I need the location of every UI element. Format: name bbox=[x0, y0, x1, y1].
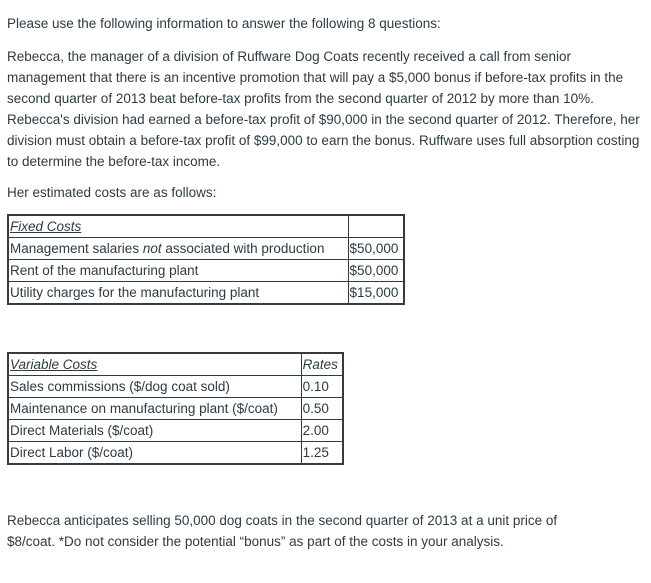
variable-cost-label: Maintenance on manufacturing plant ($/coat) bbox=[8, 398, 301, 420]
table-row bbox=[8, 376, 343, 398]
table-row bbox=[8, 238, 404, 260]
variable-cost-label: Direct Labor ($/coat) bbox=[8, 442, 301, 465]
table-row bbox=[8, 442, 343, 465]
fixed-cost-value: $50,000 bbox=[348, 260, 404, 282]
label-part: Management salaries bbox=[10, 241, 143, 256]
rates-header: Rates bbox=[301, 353, 343, 376]
table-row bbox=[8, 260, 404, 282]
fixed-cost-label: Utility charges for the manufacturing plant bbox=[8, 282, 348, 305]
table-row bbox=[8, 398, 343, 420]
fixed-cost-value: $15,000 bbox=[348, 282, 404, 305]
variable-cost-label: Direct Materials ($/coat) bbox=[8, 420, 301, 442]
variable-cost-rate: 0.50 bbox=[301, 398, 343, 420]
costs-intro-text: Her estimated costs are as follows: bbox=[7, 185, 217, 200]
fixed-cost-label bbox=[8, 238, 348, 260]
table-row bbox=[8, 420, 343, 442]
intro-text: Please use the following information to answer the following 8 questions: bbox=[7, 16, 441, 31]
label-part: associated with production bbox=[161, 241, 325, 256]
fixed-cost-value: $50,000 bbox=[348, 238, 404, 260]
table-row bbox=[8, 282, 404, 305]
fixed-costs-header-value bbox=[348, 215, 404, 238]
fixed-costs-header: Fixed Costs bbox=[8, 215, 348, 238]
fixed-cost-label: Rent of the manufacturing plant bbox=[8, 260, 348, 282]
table-row bbox=[8, 215, 404, 238]
fixed-costs-table bbox=[7, 214, 405, 305]
label-emphasis: not bbox=[142, 241, 162, 256]
variable-cost-rate: 1.25 bbox=[301, 442, 343, 465]
variable-costs-header: Variable Costs bbox=[8, 353, 301, 376]
scenario-paragraph: Rebecca, the manager of a division of Ruffware Dog Coats recently received a call from senior management that there is an incentive promotion that will pay a $5,000 bonus if before-tax profits in the second quarter of 2013 beat before-tax profits from the second quarter of 2012 by more than 10%. Rebecca's division had earned a before-tax profit of $90,000 in the second quarter of 2012. Therefore, her division must obtain a before-tax profit of $99,000 to earn the bonus. Ruffware uses full absorption costing to determine the before-tax income. bbox=[7, 49, 640, 169]
variable-costs-table bbox=[7, 352, 344, 465]
variable-cost-rate: 2.00 bbox=[301, 420, 343, 442]
variable-cost-label: Sales commissions ($/dog coat sold) bbox=[8, 376, 301, 398]
variable-cost-rate: 0.10 bbox=[301, 376, 343, 398]
closing-paragraph: Rebecca anticipates selling 50,000 dog coats in the second quarter of 2013 at a unit price of $8/coat. *Do not consider the potential “bonus” as part of the costs in your analysis. bbox=[7, 513, 558, 549]
table-row bbox=[8, 353, 343, 376]
